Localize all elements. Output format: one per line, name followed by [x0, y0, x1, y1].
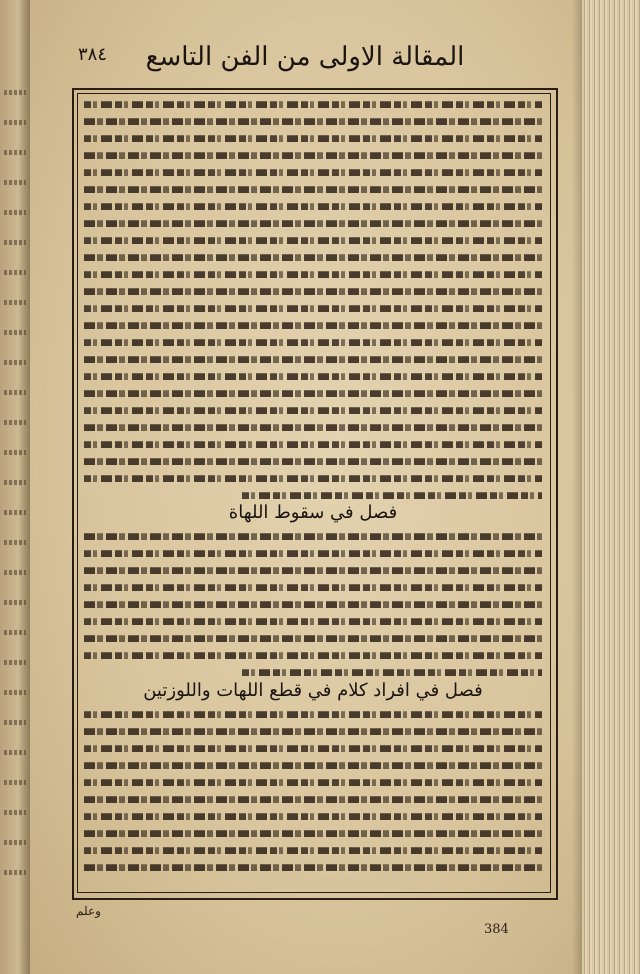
- text-line: [84, 266, 542, 281]
- text-line: [84, 453, 542, 468]
- text-line: [84, 562, 542, 577]
- text-line: [84, 249, 542, 264]
- text-line: [84, 334, 542, 349]
- text-line: [84, 113, 542, 128]
- text-line: [84, 232, 542, 247]
- text-line: [84, 436, 542, 451]
- text-line: [242, 664, 542, 679]
- text-line: [84, 545, 542, 560]
- page-number-western: 384: [484, 922, 509, 937]
- section-heading-1: فصل في سقوط اللهاة: [228, 502, 398, 523]
- catchword: وعلم: [76, 904, 101, 918]
- text-line: [84, 402, 542, 417]
- text-line: [84, 215, 542, 230]
- text-line: [84, 164, 542, 179]
- text-line: [84, 740, 542, 755]
- running-head: [70, 32, 540, 82]
- text-line: [84, 647, 542, 662]
- text-line: [84, 419, 542, 434]
- text-line: [242, 487, 542, 502]
- text-line: [84, 579, 542, 594]
- text-line: [84, 198, 542, 213]
- text-line: [84, 774, 542, 789]
- text-line: [84, 859, 542, 874]
- text-line: [84, 385, 542, 400]
- text-line: [84, 317, 542, 332]
- text-line: [84, 791, 542, 806]
- gutter-shadow: [572, 0, 582, 974]
- text-line: [84, 613, 542, 628]
- text-line: [84, 528, 542, 543]
- text-line: [84, 181, 542, 196]
- text-line: [84, 596, 542, 611]
- page-number-arabic: ٣٨٤: [78, 44, 108, 65]
- text-line: [84, 300, 542, 315]
- book-page: [30, 0, 590, 974]
- text-line: [84, 706, 542, 721]
- text-line: [84, 825, 542, 840]
- text-line: [84, 757, 542, 772]
- text-line: [84, 147, 542, 162]
- chapter-title: المقالة الاولى من الفن التاسع: [145, 42, 465, 72]
- section-heading-2: فصل في افراد كلام في قطع اللهات واللوزتين: [143, 680, 483, 701]
- text-line: [84, 368, 542, 383]
- text-line: [84, 470, 542, 485]
- text-line: [84, 723, 542, 738]
- text-line: [84, 351, 542, 366]
- book-page-edges: [582, 0, 640, 974]
- text-line: [84, 630, 542, 645]
- text-line: [84, 283, 542, 298]
- text-line: [84, 130, 542, 145]
- main-text-block: [84, 96, 542, 886]
- text-line: [84, 96, 542, 111]
- text-line: [84, 842, 542, 857]
- text-line: [84, 808, 542, 823]
- previous-page-edge: [0, 0, 30, 974]
